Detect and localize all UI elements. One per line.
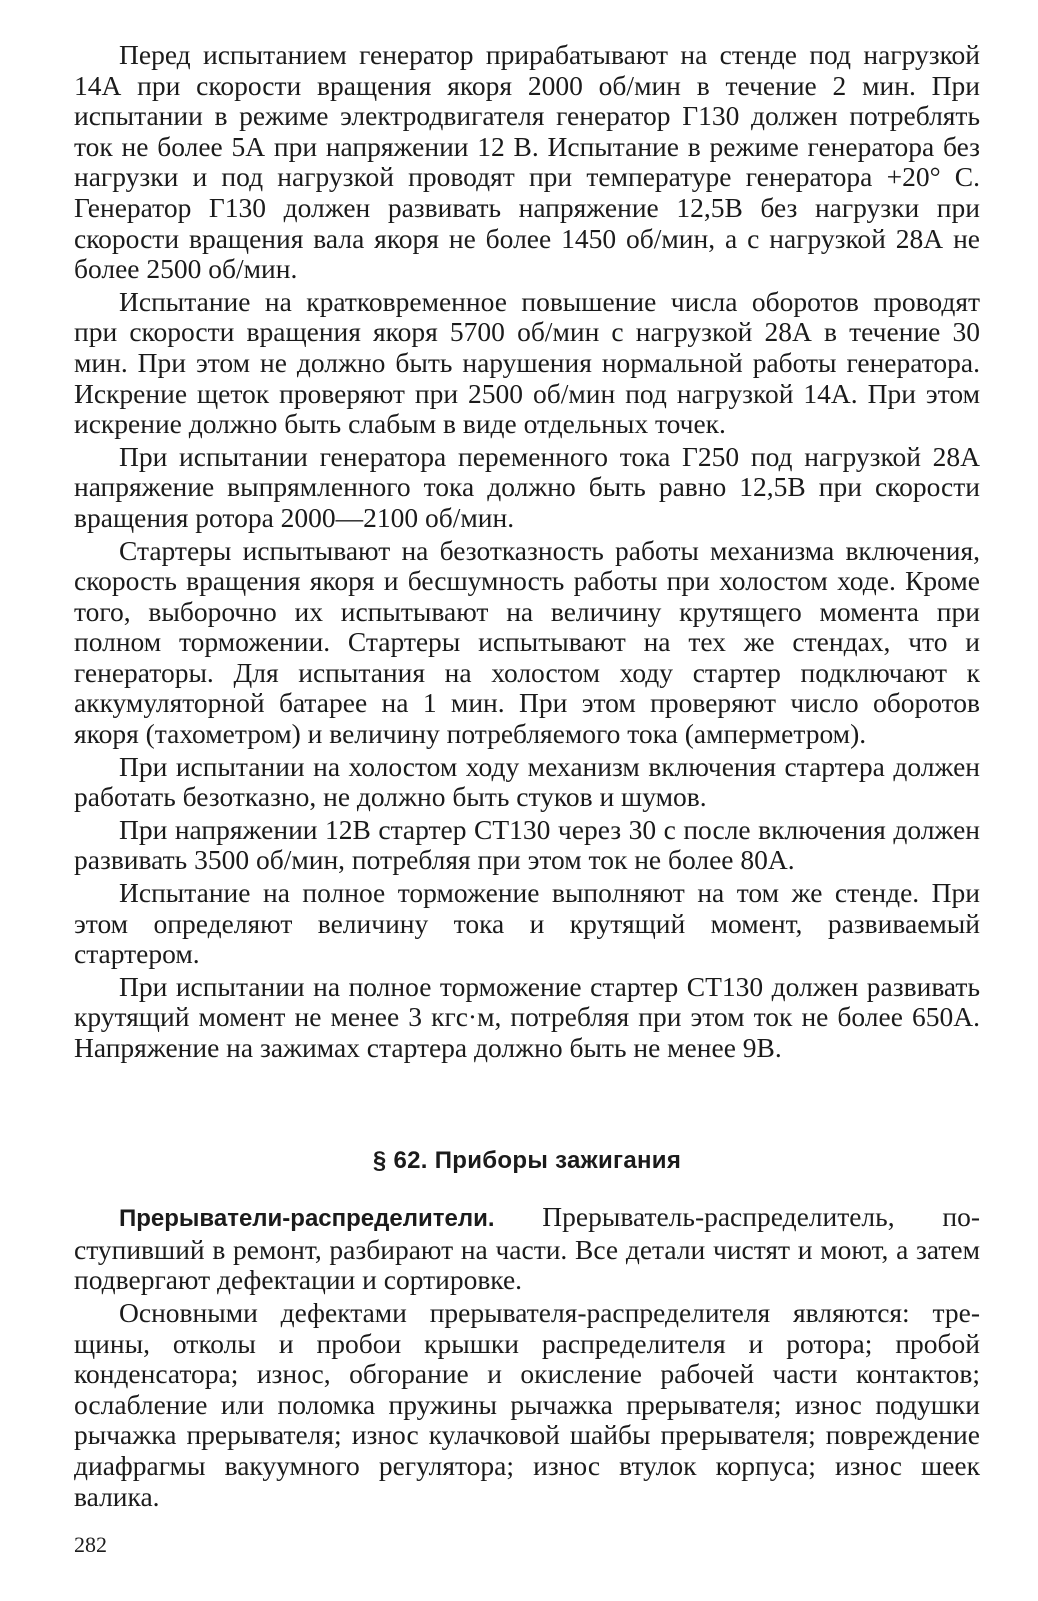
paragraph-starter-tests: Стартеры испытывают на безотказность работы механизма включения, скорость вращения якоря и бесшумность работы при холостом ходе. Кроме того, выборочно их испытывают на величину крутящего момента при полном торможении. Стартеры испытывают на тех же стендах, что и генераторы. Для испытания на холостом ходу стартер подключают к аккумуляторной батарее на 1 мин. При этом проверяют число оборотов якоря (тахометром) и величину потребляемого тока (амперметром). — [74, 534, 980, 750]
paragraph-distributor-intro — [74, 1202, 980, 1296]
paragraph-alternator-test: При испытании генератора переменного тока Г250 под нагрузкой 28А напряжение выпрямленного тока должно быть равно 12,5В при скорости вращения ротора 2000—2100 об/мин. — [74, 440, 980, 533]
page-number: 282 — [74, 1532, 107, 1557]
run-in-heading: Прерыватели-распределители. — [119, 1205, 495, 1233]
paragraph-distributor-defects: Основными дефектами прерывателя-распределителя являются: трещины, отколы и пробои крышки распределителя и ротора; пробой конденсатора; износ, обгорание и окисление рабочей части контактов; ослабление или поломка пружины рычажка прерывателя; износ подушки рычажка прерывателя; износ кулачковой шайбы прерывателя; повреждение диафрагмы вакуумного регулятора; износ втулок корпуса; износ шеек валика. — [74, 1296, 980, 1512]
paragraph-starter-voltage: При напряжении 12В стартер СТ130 через 30 с после включения должен развивать 3500 об/мин, потребляя при этом ток не более 80А. — [74, 813, 980, 876]
paragraph-idle-test: При испытании на холостом ходу механизм включения стартера должен работать безотказно, не должно быть стуков и шумов. — [74, 750, 980, 813]
paragraph-braking-requirements: При испытании на полное торможение стартер СТ130 должен развивать крутящий момент не менее 3 кгс·м, потребляя при этом ток не более 650А. Напряжение на зажимах стартера должно быть не менее 9В. — [74, 970, 980, 1063]
paragraph-distributor-intro-text: Прерыватель-распределитель, поступивший в ремонт, разбирают на части. Все детали чистят и моют, а затем подвергают дефектации и сортировке. — [74, 1201, 980, 1296]
paragraph-overspeed-test: Испытание на кратковременное повышение числа оборотов проводят при скорости вращения якоря 5700 об/мин с нагрузкой 28А в течение 30 мин. При этом не должно быть нарушения нормальной работы генератора. Искрение щеток проверяют при 2500 об/мин под нагрузкой 14А. При этом искрение должно быть слабым в виде отдельных точек. — [74, 285, 980, 440]
page-body — [74, 40, 980, 1514]
paragraph-generator-break-in: Перед испытанием генератор прирабатывают на стенде под нагрузкой 14А при скорости вращения якоря 2000 об/мин в течение 2 мин. При испытании в режиме электродвигателя генератор Г130 должен потреблять ток не более 5А при напряжении 12 В. Испытание в режиме генератора без нагрузки и под нагрузкой проводят при температуре генератора +20° С. Генератор Г130 должен развивать напряжение 12,5В без нагрузки при скорости вращения вала якоря не более 1450 об/мин, а с нагрузкой 28А не более 2500 об/мин. — [74, 39, 980, 285]
section-title: § 62. Приборы зажигания — [372, 1146, 682, 1174]
paragraph-full-braking: Испытание на полное торможение выполняют на том же стенде. При этом определяют величину тока и крутящий момент, развиваемый стартером. — [74, 877, 980, 970]
